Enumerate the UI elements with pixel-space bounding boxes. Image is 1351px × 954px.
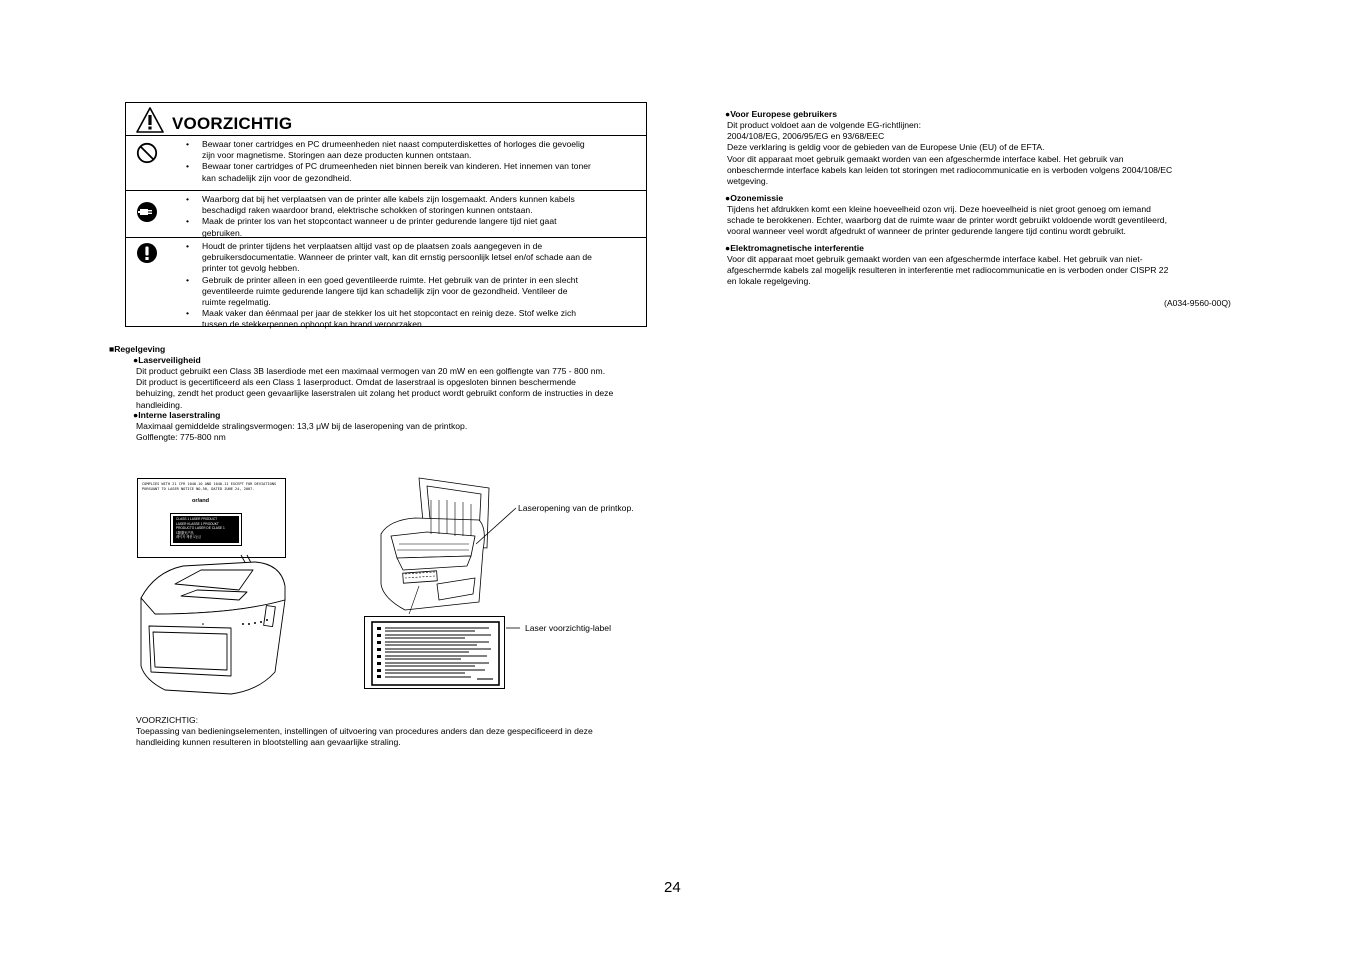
subheading-laserveiligheid: ●Laserveiligheid bbox=[133, 355, 201, 365]
document-code: (A034-9560-00Q) bbox=[1164, 298, 1231, 308]
emi-paragraph: Voor dit apparaat moet gebruik gemaakt worden van een afgeschermde interface kabel. Het gebruik van niet- afgeschermde kabels zal mogelijk resulteren in interferentie met radiocommunicatie en is verboden onder CISPR 22 en lokale regelgeving. bbox=[727, 254, 1169, 287]
laser-paragraph: Dit product gebruikt een Class 3B laserdiode met een maximaal vermogen van 20 mW en een golflengte van 775 - 800 nm. Dit product is gecertificeerd als een Class 1 laserproduct. Omdat de laserstraal is opgesloten binnen beschermende behuizing, zendt het product geen gevaarlijke laserstralen uit zolang het product wordt gebruikt conform de instructies in deze handleiding. bbox=[136, 366, 614, 410]
caution-list bbox=[186, 241, 640, 331]
caution-row-handling bbox=[126, 238, 646, 330]
caution-row-cables bbox=[126, 191, 646, 238]
mandatory-icon bbox=[136, 242, 158, 264]
laser-warning-label bbox=[364, 616, 505, 689]
laser-warning-label-picture bbox=[365, 617, 506, 690]
list-item: • Gebruik de printer alleen in een goed geventileerde ruimte. Het gebruik van de printer in een slecht geventileerde ruimte gedurende langere tijd kan schadelijk zijn voor de gezondheid. Ventileer de ruimte regelmatig. bbox=[186, 275, 640, 309]
page-number: 24 bbox=[664, 879, 681, 896]
caution-title: VOORZICHTIG bbox=[172, 114, 293, 133]
list-item: • Maak vaker dan éénmaal per jaar de stekker los uit het stopcontact en reinig deze. Stof welke zich tussen de stekkerpennen ophoopt kan brand veroorzaken. bbox=[186, 308, 640, 330]
heading-ozone: ●Ozonemissie bbox=[725, 193, 784, 203]
heading-european-users: ●Voor Europese gebruikers bbox=[725, 109, 838, 119]
list-item: • Houdt de printer tijdens het verplaatsen altijd vast op de plaatsen zoals aangegeven in de gebruikersdocumentatie. Wanneer de printer valt, kan dit ernstig persoonlijk letsel en/of schade aan de printer tot gevolg hebben. bbox=[186, 241, 640, 275]
caution-row-storage bbox=[126, 136, 646, 191]
intern-paragraph: Maximaal gemiddelde stralingsvermogen: 13,3 μW bij de laseropening van de printkop. Golflengte: 775-800 nm bbox=[136, 421, 468, 443]
footer-caution-heading: VOORZICHTIG: bbox=[136, 715, 199, 725]
warning-triangle-icon bbox=[136, 107, 164, 133]
class1-label: CLASS 1 LASER PRODUCT LASER KLASSE 1 PRODUKT PRODUCTO LASER DE CLASE 1 1類激光产品 레이저 제품 1등급 bbox=[170, 513, 242, 546]
list-item: • Waarborg dat bij het verplaatsen van de printer alle kabels zijn losgemaakt. Anders kunnen kabels beschadigd raken waardoor brand, elektrische schokken of storingen kunnen ontstaan. bbox=[186, 194, 640, 216]
ozone-paragraph: Tijdens het afdrukken komt een kleine hoeveelheid ozon vrij. Deze hoeveelheid is niet groot genoeg om iemand schade te berokkenen. Echter, waarborg dat de ruimte waar de printer wordt gebruikt voldoende wordt geventileerd, vooral wanneer veel wordt afgedrukt of wanneer de printer gedurende langere tijd continu wordt gebruikt. bbox=[727, 204, 1167, 237]
footer-caution-text: Toepassing van bedieningselementen, instellingen of uitvoering van procedures anders dan deze gespecificeerd in deze handleiding kunnen resulteren in blootstelling aan gevaarlijke straling. bbox=[136, 726, 593, 748]
caution-list bbox=[186, 194, 640, 239]
callout-laser-label: Laser voorzichtig-label bbox=[525, 623, 611, 633]
unplug-icon bbox=[136, 201, 158, 223]
list-item: • Bewaar toner cartridges en PC drumeenheden niet naast computerdiskettes of horloges die gevoelig zijn voor magnetisme. Storingen aan deze producten kunnen ontstaan. bbox=[186, 139, 640, 161]
caution-box bbox=[125, 102, 647, 330]
printer-front-illustration bbox=[135, 540, 295, 698]
callout-laser-opening: Laseropening van de printkop. bbox=[518, 503, 634, 513]
list-item: • Maak de printer los van het stopcontact wanneer u de printer gedurende langere tijd niet gaat gebruiken. bbox=[186, 216, 640, 238]
prohibited-icon bbox=[136, 142, 158, 164]
caution-header bbox=[126, 103, 646, 136]
list-item: • Bewaar toner cartridges of PC drumeenheden niet binnen bereik van kinderen. Het innemen van toner kan schadelijk zijn voor de gezondheid. bbox=[186, 161, 640, 183]
eu-paragraph: Dit product voldoet aan de volgende EG-richtlijnen: 2004/108/EG, 2006/95/EG en 93/68/EEC Deze verklaring is geldig voor de gebieden van de Europese Unie (EU) of de EFTA. Voor dit apparaat moet gebruik gemaakt worden van een afgeschermde interface kabel. Het gebruik van onbeschermde interface kabels kan leiden tot storingen met radiocommunicatie en is verboden volgens 2004/108/EC wetgeving. bbox=[727, 120, 1173, 187]
compliance-text: COMPLIES WITH 21 CFR 1040.10 AND 1040.11 EXCEPT FOR DEVIATIONS PURSUANT TO LASER NOTICE NO.50, DATED JUNE 24, 2007. bbox=[142, 482, 277, 491]
section-heading-regelgeving: ■Regelgeving bbox=[109, 344, 166, 354]
heading-emi: ●Elektromagnetische interferentie bbox=[725, 243, 864, 253]
caution-list bbox=[186, 139, 640, 184]
subheading-interne-laserstraling: ●Interne laserstraling bbox=[133, 410, 221, 420]
or-and-text: or/and bbox=[192, 498, 210, 504]
